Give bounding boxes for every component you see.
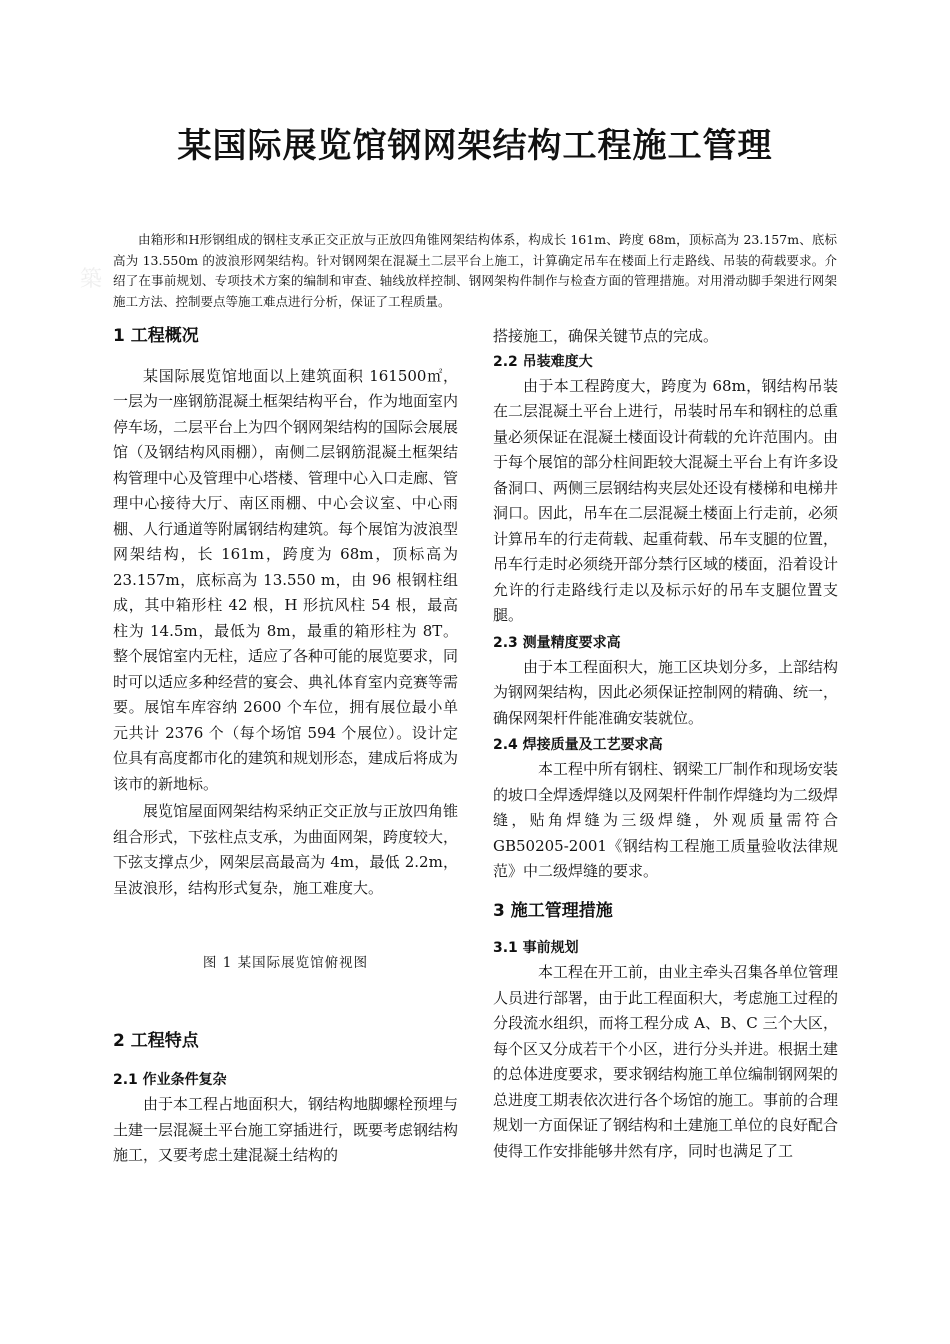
- section-2-1-text-start: 由于本工程占地面积大，钢结构地脚螺栓预埋与土建一层混凝土平台施工穿插进行，既要考虑钢结构施工，又要考虑土建混凝土结构的: [113, 1095, 459, 1164]
- section-2-1-text-end: 搭接施工，确保关键节点的完成。: [493, 327, 719, 345]
- section-3-1-heading: 3.1 事前规划: [493, 940, 579, 956]
- section-2-heading: 2 工程特点: [113, 1030, 199, 1051]
- section-2-2-heading: 2.2 吊装难度大: [493, 353, 593, 370]
- section-2-3-heading: 2.3 测量精度要求高: [493, 634, 621, 651]
- page-title: 某国际展览馆钢网架结构工程施工管理: [177, 126, 773, 166]
- figure-placeholder: [113, 901, 458, 951]
- section-2-2-text: 由于本工程跨度大，跨度为 68m，钢结构吊装在二层混凝土平台上进行，吊装时吊车和钢柱的总重量必须保证在混凝土楼面设计荷载的允许范围内。由于每个展馆的部分柱间距较大混凝土平台上有许多设备洞口、两侧三层钢结构夹层处还设有楼梯和电梯井洞口。因此，吊车在二层混凝土楼面上行走前，必须计算吊车的行走荷载、起重荷载、吊车支腿的位置，吊车行走时必须绕开部分禁行区域的楼面，沿着设计允许的行走路线行走以及标示好的吊车支腿位置支腿。: [493, 376, 839, 624]
- right-column: [493, 324, 838, 1164]
- watermark: 築: [80, 267, 103, 292]
- abstract-text: 由箱形和H形钢组成的钢柱支承正交正放与正放四角锥网架结构体系，构成长 161m、跨度 68m，顶标高为 23.157m、底标高为 13.550m 的波浪形网架结构。针对钢网架在混凝土二层平台上施工，计算确定吊车在楼面上行走路线、吊装的荷载要求。介绍了在事前规划、专项技术方案的编制和审查、轴线放样控制、钢网架构件制作与检查方面的管理措施。对用滑动脚手架进行网架施工方法、控制要点等施工难点进行分析，保证了工程质量。: [113, 232, 837, 309]
- section-2-4-heading: 2.4 焊接质量及工艺要求高: [493, 737, 663, 753]
- section-1-paragraph-1: 某国际展览馆地面以上建筑面积 161500㎡，一层为一座钢筋混凝土框架结构平台，作为地面室内停车场，二层平台上为四个钢网架结构的国际会展展馆（及钢结构风雨棚），南侧二层钢筋混凝土框架结构管理中心及管理中心塔楼、管理中心入口走廊、管理中心接待大厅、南区雨棚、中心会议室、中心雨棚、人行通道等附属钢结构建筑。每个展馆为波浪型网架结构，长 161m，跨度为 68m，顶标高为 23.157m，底标高为 13.550 m，由 96 根钢柱组成，其中箱形柱 42 根，H 形抗风柱 54 根，最高柱为 14.5m，最低为 8m，最重的箱形柱为 8T。整个展馆室内无柱，适应了各种可能的展览要求，同时可以适应多种经营的宴会、典礼体育室内竞赛等需要。展馆车库容纳 2600 个车位，拥有展位最小单元共计 2376 个（每个场馆 594 个展位）。设计定位具有高度都市化的建筑和规划形态，建成后将成为该市的新地标。: [113, 366, 459, 793]
- abstract: [113, 230, 837, 312]
- section-1-paragraph-2: 展览馆屋面网架结构采纳正交正放与正放四角锥组合形式，下弦柱点支承，为曲面网架，跨度较大，下弦支撑点少，网架层高最高为 4m，最低 2.2m，呈波浪形，结构形式复杂，施工难度大。: [113, 802, 459, 897]
- section-2-4-text: 本工程中所有钢柱、钢梁工厂制作和现场安装的坡口全焊透焊缝以及网架杆件制作焊缝均为二级焊缝，贴角焊缝为三级焊缝，外观质量需符合 GB50205-2001《钢结构工程施工质量验收法律规范》中二级焊缝的要求。: [493, 760, 839, 880]
- section-2-3-text: 由于本工程面积大，施工区块划分多，上部结构为钢网架结构，因此必须保证控制网的精确、统一，确保网架杆件能准确安装就位。: [493, 657, 839, 727]
- left-column: [113, 324, 458, 1169]
- section-1-heading: 1 工程概况: [113, 326, 199, 346]
- figure-caption: 图 1 某国际展览馆俯视图: [202, 955, 369, 971]
- section-3-heading: 3 施工管理措施: [493, 900, 613, 921]
- section-2-1-heading: 2.1 作业条件复杂: [113, 1072, 227, 1088]
- section-3-1-text: 本工程在开工前，由业主牵头召集各单位管理人员进行部署，由于此工程面积大，考虑施工过程的分段流水组织，而将工程分成 A、B、C 三个大区，每个区又分成若干个小区，进行分头并进。根据土建的总体进度要求，要求钢结构施工单位编制钢网架的总进度工期表依次进行各个场馆的施工。事前的合理规划一方面保证了钢结构和土建施工单位的良好配合使得工作安排能够井然有序，同时也满足了工: [493, 963, 839, 1160]
